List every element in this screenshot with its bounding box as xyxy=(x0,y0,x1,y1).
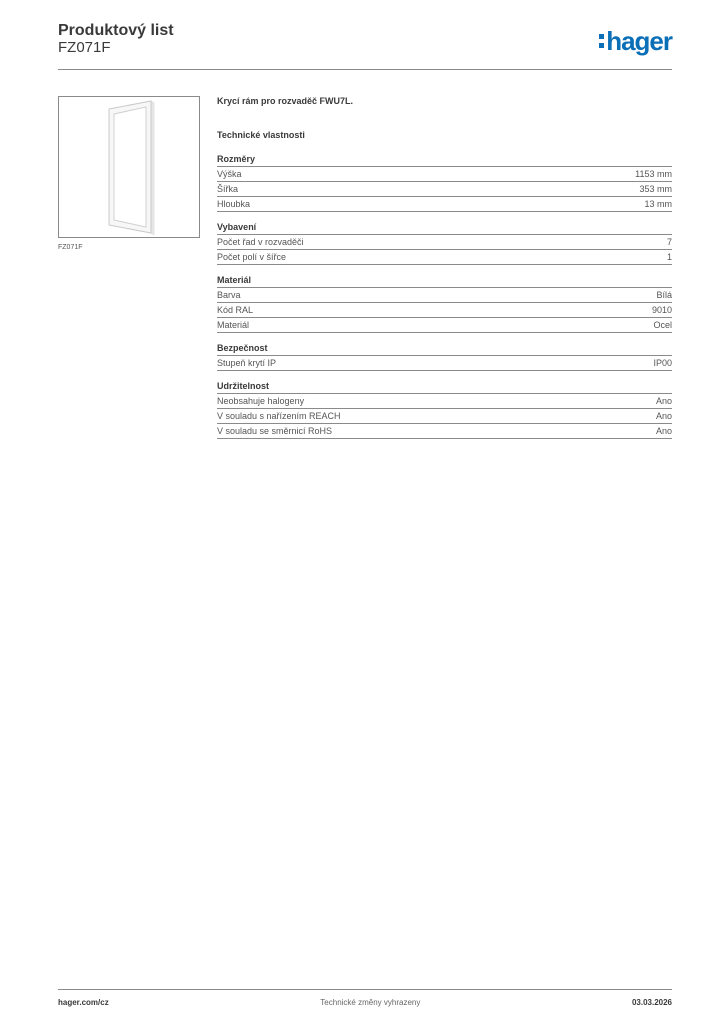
spec-value: 9010 xyxy=(651,305,672,315)
product-details xyxy=(217,96,672,449)
technical-title: Technické vlastnosti xyxy=(217,130,305,140)
section-title: Rozměry xyxy=(217,154,672,167)
product-description: Krycí rám pro rozvaděč FWU7L. xyxy=(217,96,354,106)
spec-row xyxy=(217,394,672,409)
image-caption: FZ071F xyxy=(58,244,83,251)
spec-label: Hloubka xyxy=(217,199,251,209)
spec-value: 13 mm xyxy=(644,199,672,209)
logo-dots-icon xyxy=(599,34,604,48)
spec-row xyxy=(217,303,672,318)
spec-value: IP00 xyxy=(653,358,672,368)
spec-section xyxy=(217,381,672,439)
spec-row xyxy=(217,356,672,371)
section-title: Udržitelnost xyxy=(217,381,672,394)
footer-website: hager.com/cz xyxy=(58,998,109,1007)
product-image xyxy=(58,96,200,238)
spec-section xyxy=(217,154,672,212)
spec-label: Materiál xyxy=(217,320,250,330)
spec-value: Ano xyxy=(655,396,672,406)
spec-row xyxy=(217,167,672,182)
spec-label: Barva xyxy=(217,290,241,300)
spec-row xyxy=(217,197,672,212)
document-title: Produktový list xyxy=(58,22,174,39)
spec-label: Šířka xyxy=(217,184,239,194)
spec-value: 1153 mm xyxy=(635,169,672,179)
spec-value: 353 mm xyxy=(639,184,672,194)
spec-row xyxy=(217,235,672,250)
spec-section xyxy=(217,222,672,265)
specification-sections xyxy=(217,154,672,439)
spec-label: V souladu se směrnicí RoHS xyxy=(217,426,333,436)
footer-date: 03.03.2026 xyxy=(631,998,672,1007)
frame-image-icon xyxy=(59,97,199,237)
spec-label: Kód RAL xyxy=(217,305,254,315)
section-title: Bezpečnost xyxy=(217,343,672,356)
spec-label: Stupeň krytí IP xyxy=(217,358,277,368)
spec-row xyxy=(217,182,672,197)
section-title: Materiál xyxy=(217,275,672,288)
footer-note: Technické změny vyhrazeny xyxy=(320,998,421,1007)
spec-row xyxy=(217,409,672,424)
page-header xyxy=(58,22,672,70)
spec-label: Počet řad v rozvaděči xyxy=(217,237,304,247)
spec-label: Výška xyxy=(217,169,242,179)
spec-section xyxy=(217,343,672,371)
spec-value: Ano xyxy=(655,411,672,421)
spec-label: Neobsahuje halogeny xyxy=(217,396,305,406)
spec-row xyxy=(217,288,672,303)
logo-text: hager xyxy=(606,26,672,56)
spec-value: Ocel xyxy=(653,320,672,330)
spec-value: 1 xyxy=(666,252,672,262)
spec-row xyxy=(217,250,672,265)
spec-label: Počet polí v šířce xyxy=(217,252,287,262)
spec-row xyxy=(217,318,672,333)
spec-label: V souladu s nařízením REACH xyxy=(217,411,341,421)
spec-value: 7 xyxy=(666,237,672,247)
product-code: FZ071F xyxy=(58,39,111,56)
spec-value: Ano xyxy=(655,426,672,436)
spec-value: Bílá xyxy=(656,290,672,300)
spec-section xyxy=(217,275,672,333)
hager-logo xyxy=(599,28,672,54)
spec-row xyxy=(217,424,672,439)
page-footer xyxy=(58,989,672,1007)
section-title: Vybavení xyxy=(217,222,672,235)
